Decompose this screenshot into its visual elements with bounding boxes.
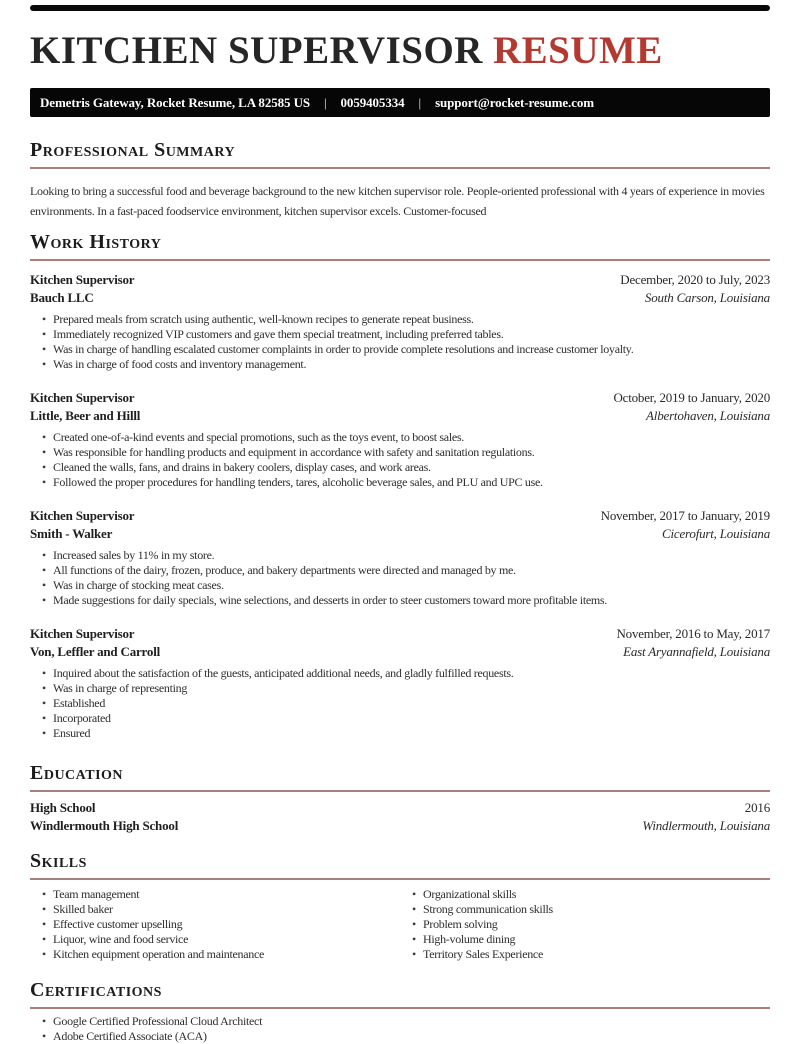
- list-item: • Created one-of-a-kind events and special promotions, such as the toys event, to boost sales.: [30, 430, 770, 445]
- list-item: • Ensured: [30, 726, 770, 741]
- list-item: • Problem solving: [400, 917, 770, 932]
- section-certifications: [30, 979, 770, 1044]
- job-bullet-list: [30, 666, 770, 741]
- job-company-row: [30, 525, 770, 543]
- list-item: • Team management: [30, 887, 400, 902]
- list-item: • Adobe Certified Associate (ACA): [30, 1029, 770, 1044]
- job-title: Kitchen Supervisor: [30, 390, 135, 405]
- resume-page: [0, 5, 800, 1044]
- list-item: • High-volume dining: [400, 932, 770, 947]
- list-item: • All functions of the dairy, frozen, produce, and bakery departments were directed and managed by me.: [30, 563, 770, 578]
- job-dates: December, 2020 to July, 2023: [620, 272, 770, 287]
- top-divider-bar: [30, 5, 770, 11]
- job-company: Bauch LLC: [30, 290, 94, 305]
- skills-list-left: [30, 887, 400, 962]
- job-dates: November, 2017 to January, 2019: [600, 508, 770, 523]
- list-item: • Made suggestions for daily specials, wine selections, and desserts in order to steer customers toward more profitable items.: [30, 593, 770, 608]
- job-title-row: [30, 271, 770, 289]
- job-title: Kitchen Supervisor: [30, 508, 135, 523]
- education-school: Windlermouth High School: [30, 818, 179, 833]
- section-heading-professional-summary: Professional Summary: [30, 139, 770, 169]
- list-item: • Territory Sales Experience: [400, 947, 770, 962]
- list-item: • Was in charge of handling escalated customer complaints in order to provide complete resolutions and increase customer loyalty.: [30, 342, 770, 357]
- education-degree-row: [30, 799, 770, 817]
- job-entry: [30, 507, 770, 608]
- list-item: • Was in charge of stocking meat cases.: [30, 578, 770, 593]
- job-company-row: [30, 407, 770, 425]
- job-title-row: [30, 389, 770, 407]
- list-item: • Organizational skills: [400, 887, 770, 902]
- job-dates: October, 2019 to January, 2020: [613, 390, 770, 405]
- job-entry: [30, 389, 770, 490]
- job-bullet-list: [30, 312, 770, 372]
- list-item: • Increased sales by 11% in my store.: [30, 548, 770, 563]
- section-work-history: [30, 231, 770, 741]
- job-location: South Carson, Louisiana: [644, 290, 770, 305]
- contact-address: Demetris Gateway, Rocket Resume, LA 82585 US: [40, 95, 311, 110]
- job-title-row: [30, 625, 770, 643]
- section-skills: [30, 850, 770, 962]
- job-location: Albertohaven, Louisiana: [646, 408, 770, 423]
- job-location: East Aryannafield, Louisiana: [623, 644, 770, 659]
- job-title: Kitchen Supervisor: [30, 626, 135, 641]
- list-item: • Strong communication skills: [400, 902, 770, 917]
- list-item: • Kitchen equipment operation and maintenance: [30, 947, 400, 962]
- section-professional-summary: [30, 139, 770, 222]
- education-degree: High School: [30, 800, 96, 815]
- skills-list-right: [400, 887, 770, 962]
- section-education: [30, 762, 770, 835]
- list-item: • Followed the proper procedures for handling tenders, tares, alcoholic beverage sales, and PLU and UPC use.: [30, 475, 770, 490]
- education-school-row: [30, 817, 770, 835]
- section-heading-work-history: Work History: [30, 231, 770, 261]
- list-item: • Established: [30, 696, 770, 711]
- list-item: • Liquor, wine and food service: [30, 932, 400, 947]
- job-company: Von, Leffler and Carroll: [30, 644, 161, 659]
- contact-separator: |: [324, 95, 327, 110]
- contact-separator: |: [418, 95, 422, 110]
- list-item: • Inquired about the satisfaction of the guests, anticipated additional needs, and gladly fulfilled requests.: [30, 666, 770, 681]
- certifications-list: [30, 1014, 770, 1044]
- section-heading-skills: Skills: [30, 850, 770, 880]
- education-year: 2016: [744, 800, 770, 815]
- job-location: Cicerofurt, Louisiana: [662, 526, 770, 541]
- list-item: • Immediately recognized VIP customers and gave them special treatment, including preferred tables.: [30, 327, 770, 342]
- list-item: • Incorporated: [30, 711, 770, 726]
- job-entry: [30, 625, 770, 741]
- list-item: • Prepared meals from scratch using authentic, well-known recipes to generate repeat business.: [30, 312, 770, 327]
- education-entry: [30, 799, 770, 835]
- job-title-row: [30, 507, 770, 525]
- job-company-row: [30, 289, 770, 307]
- list-item: • Was in charge of food costs and inventory management.: [30, 357, 770, 372]
- job-company: Smith - Walker: [30, 526, 113, 541]
- job-bullet-list: [30, 430, 770, 490]
- list-item: • Cleaned the walls, fans, and drains in bakery coolers, display cases, and work areas.: [30, 460, 770, 475]
- contact-bar: [30, 88, 770, 117]
- page-title: [30, 29, 770, 72]
- contact-email: support@rocket-resume.com: [435, 95, 595, 110]
- list-item: • Effective customer upselling: [30, 917, 400, 932]
- list-item: • Was responsible for handling products and equipment in accordance with safety and sanitation regulations.: [30, 445, 770, 460]
- skills-columns: [30, 887, 770, 962]
- page-title-role: KITCHEN SUPERVISOR: [30, 29, 483, 72]
- list-item: • Skilled baker: [30, 902, 400, 917]
- job-entry: [30, 271, 770, 372]
- education-location: Windlermouth, Louisiana: [642, 818, 770, 833]
- list-item: • Google Certified Professional Cloud Architect: [30, 1014, 770, 1029]
- list-item: • Was in charge of representing: [30, 681, 770, 696]
- contact-phone: 0059405334: [340, 95, 405, 110]
- job-bullet-list: [30, 548, 770, 608]
- page-title-accent: RESUME: [492, 29, 663, 72]
- job-dates: November, 2016 to May, 2017: [616, 626, 770, 641]
- section-heading-education: Education: [30, 762, 770, 792]
- section-heading-certifications: Certifications: [30, 979, 770, 1009]
- job-title: Kitchen Supervisor: [30, 272, 135, 287]
- job-company-row: [30, 643, 770, 661]
- job-company: Little, Beer and Hilll: [30, 408, 141, 423]
- summary-text: Looking to bring a successful food and beverage background to the new kitchen supervisor role. People-oriented professional with 4 years of experience in movies environments. In a fast-paced foodservice environment, kitchen supervisor excels. Customer-focused: [30, 184, 765, 218]
